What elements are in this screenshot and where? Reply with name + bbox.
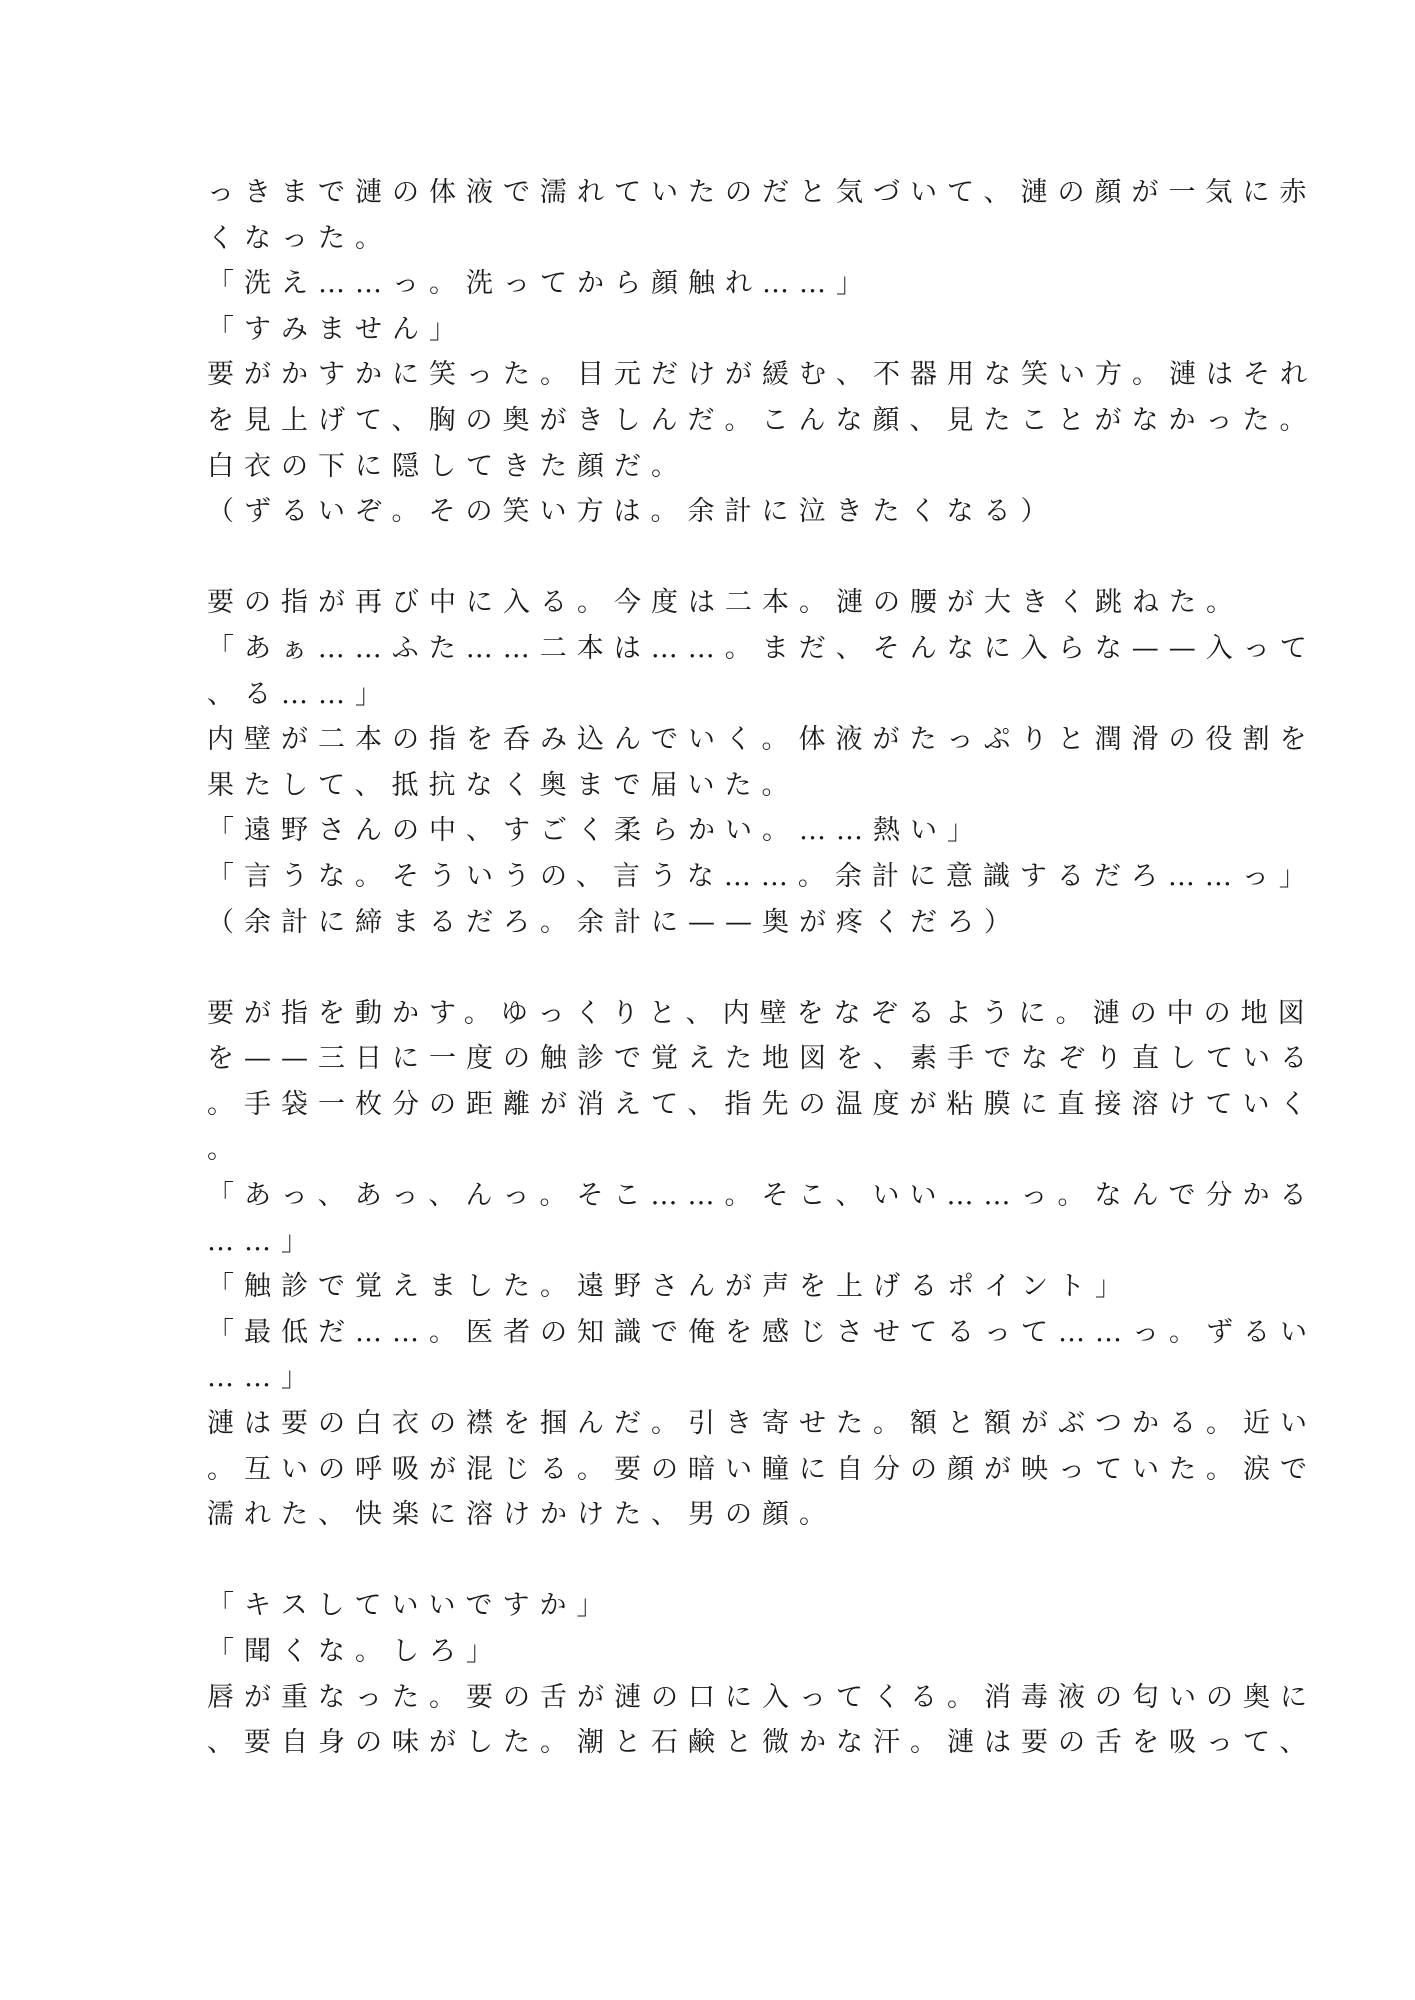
text-line: 。 [207,1134,244,1166]
text-line: 「すみません」 [207,313,466,345]
text-line: 「あっ、あっ、んっ。そこ……。そこ、いい……っ。なんで分かる [207,1180,1317,1212]
text-line: 要の指が再び中に入る。今度は二本。漣の腰が大きく跳ねた。 [207,587,1243,619]
blank-line [207,1538,1217,1584]
text-line: 唇が重なった。要の舌が漣の口に入ってくる。消毒液の匂いの奥に [207,1681,1317,1713]
text-line: 要が指を動かす。ゆっくりと、内壁をなぞるように。漣の中の地図 [207,997,1315,1029]
text-line: 濡れた、快楽に溶けかけた、男の顔。 [207,1499,836,1531]
text-line: くなった。 [207,222,392,254]
text-line: 、る……」 [207,678,392,710]
text-line: 「聞くな。しろ」 [207,1636,503,1667]
text-line: を見上げて、胸の奥がきしんだ。こんな顔、見たことがなかった。 [207,404,1317,436]
text-line: 内壁が二本の指を呑み込んでいく。体液がたっぷりと潤滑の役割を [207,724,1317,756]
text-line: 「触診で覚えました。遠野さんが声を上げるポイント」 [207,1271,1132,1303]
text-line: 要がかすかに笑った。目元だけが緩む、不器用な笑い方。漣はそれ [207,359,1317,391]
text-line: ……」 [207,1362,318,1394]
text-line: （余計に締まるだろ。余計に——奥が疼くだろ） [207,906,1021,938]
text-line: 「洗え……っ。洗ってから顔触れ……」 [207,268,873,300]
text-line: 果たして、抵抗なく奥まで届いた。 [207,769,799,801]
body-text [207,170,1317,1766]
text-line: 「キスしていいですか」 [207,1590,614,1622]
blank-line [207,535,1217,581]
text-line: 「言うな。そういうの、言うな……。余計に意識するだろ……っ」 [207,860,1316,892]
text-line: 「あぁ……ふた……二本は……。まだ、そんなに入らな——入って [207,632,1317,664]
text-line: を——三日に一度の触診で覚えた地図を、素手でなぞり直している [207,1043,1317,1075]
blank-line [207,945,1217,991]
text-line: 。手袋一枚分の距離が消えて、指先の温度が粘膜に直接溶けていく [207,1088,1317,1120]
text-line: 、要自身の味がした。潮と石鹸と微かな汗。漣は要の舌を吸って、 [207,1727,1317,1759]
text-line: 「遠野さんの中、すごく柔らかい。……熱い」 [207,815,984,847]
text-line: 「最低だ……。医者の知識で俺を感じさせてるって……っ。ずるい [207,1316,1317,1348]
text-line: 。互いの呼吸が混じる。要の暗い瞳に自分の顔が映っていた。涙で [207,1453,1317,1485]
text-line: 漣は要の白衣の襟を掴んだ。引き寄せた。額と額がぶつかる。近い [207,1408,1317,1440]
text-line: 白衣の下に隠してきた顔だ。 [207,450,688,482]
text-line: （ずるいぞ。その笑い方は。余計に泣きたくなる） [207,496,1058,528]
text-line: っきまで漣の体液で濡れていたのだと気づいて、漣の顔が一気に赤 [207,177,1317,208]
text-line: ……」 [207,1225,318,1257]
